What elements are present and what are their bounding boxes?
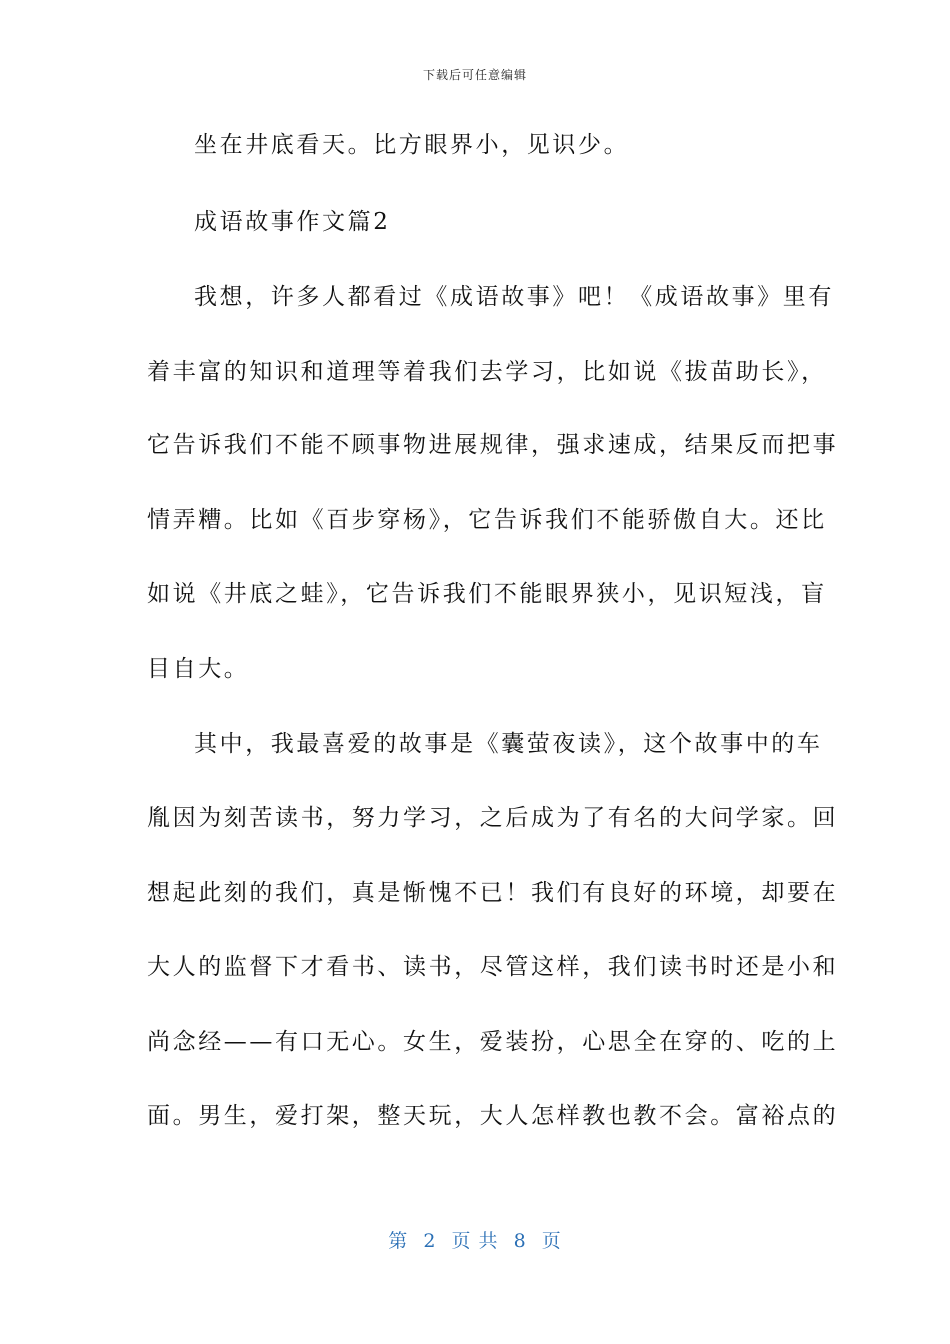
text-line: 它告诉我们不能不顾事物进展规律，强求速成，结果反而把事 xyxy=(147,432,839,458)
page-number-suffix: 页 xyxy=(541,1230,562,1252)
text-line: 着丰富的知识和道理等着我们去学习，比如说《拔苗助长》， xyxy=(147,359,827,385)
text-line: 面。男生，爱打架，整天玩，大人怎样教也教不会。富裕点的 xyxy=(147,1103,839,1129)
page-number-prefix: 第 xyxy=(388,1230,409,1252)
text-line: 目自大。 xyxy=(147,656,250,682)
text-line: 想起此刻的我们，真是惭愧不已！我们有良好的环境，却要在 xyxy=(147,880,839,906)
text-line: 大人的监督下才看书、读书，尽管这样，我们读书时还是小和 xyxy=(147,954,839,980)
text-line: 情弄糟。比如《百步穿杨》，它告诉我们不能骄傲自大。还比 xyxy=(147,507,827,533)
page-number xyxy=(0,1226,950,1253)
text-line: 我想，许多人都看过《成语故事》吧！《成语故事》里有 xyxy=(194,284,834,310)
section-heading: 成语故事作文篇2 xyxy=(194,209,391,235)
text-line: 胤因为刻苦读书，努力学习，之后成为了有名的大问学家。回 xyxy=(147,805,839,831)
text-line: 尚念经——有口无心。女生，爱装扮，心思全在穿的、吃的上 xyxy=(147,1029,839,1055)
text-line: 如说《井底之蛙》，它告诉我们不能眼界狭小，见识短浅，盲 xyxy=(147,581,827,607)
text-line: 其中，我最喜爱的故事是《囊萤夜读》，这个故事中的车 xyxy=(194,731,823,757)
text-line: 坐在井底看天。比方眼界小，见识少。 xyxy=(194,132,630,158)
page-header-note: 下载后可任意编辑 xyxy=(422,68,527,82)
page-number-middle: 页 共 xyxy=(451,1230,499,1252)
page-number-current: 2 xyxy=(423,1230,437,1252)
page-number-total: 8 xyxy=(513,1230,527,1252)
